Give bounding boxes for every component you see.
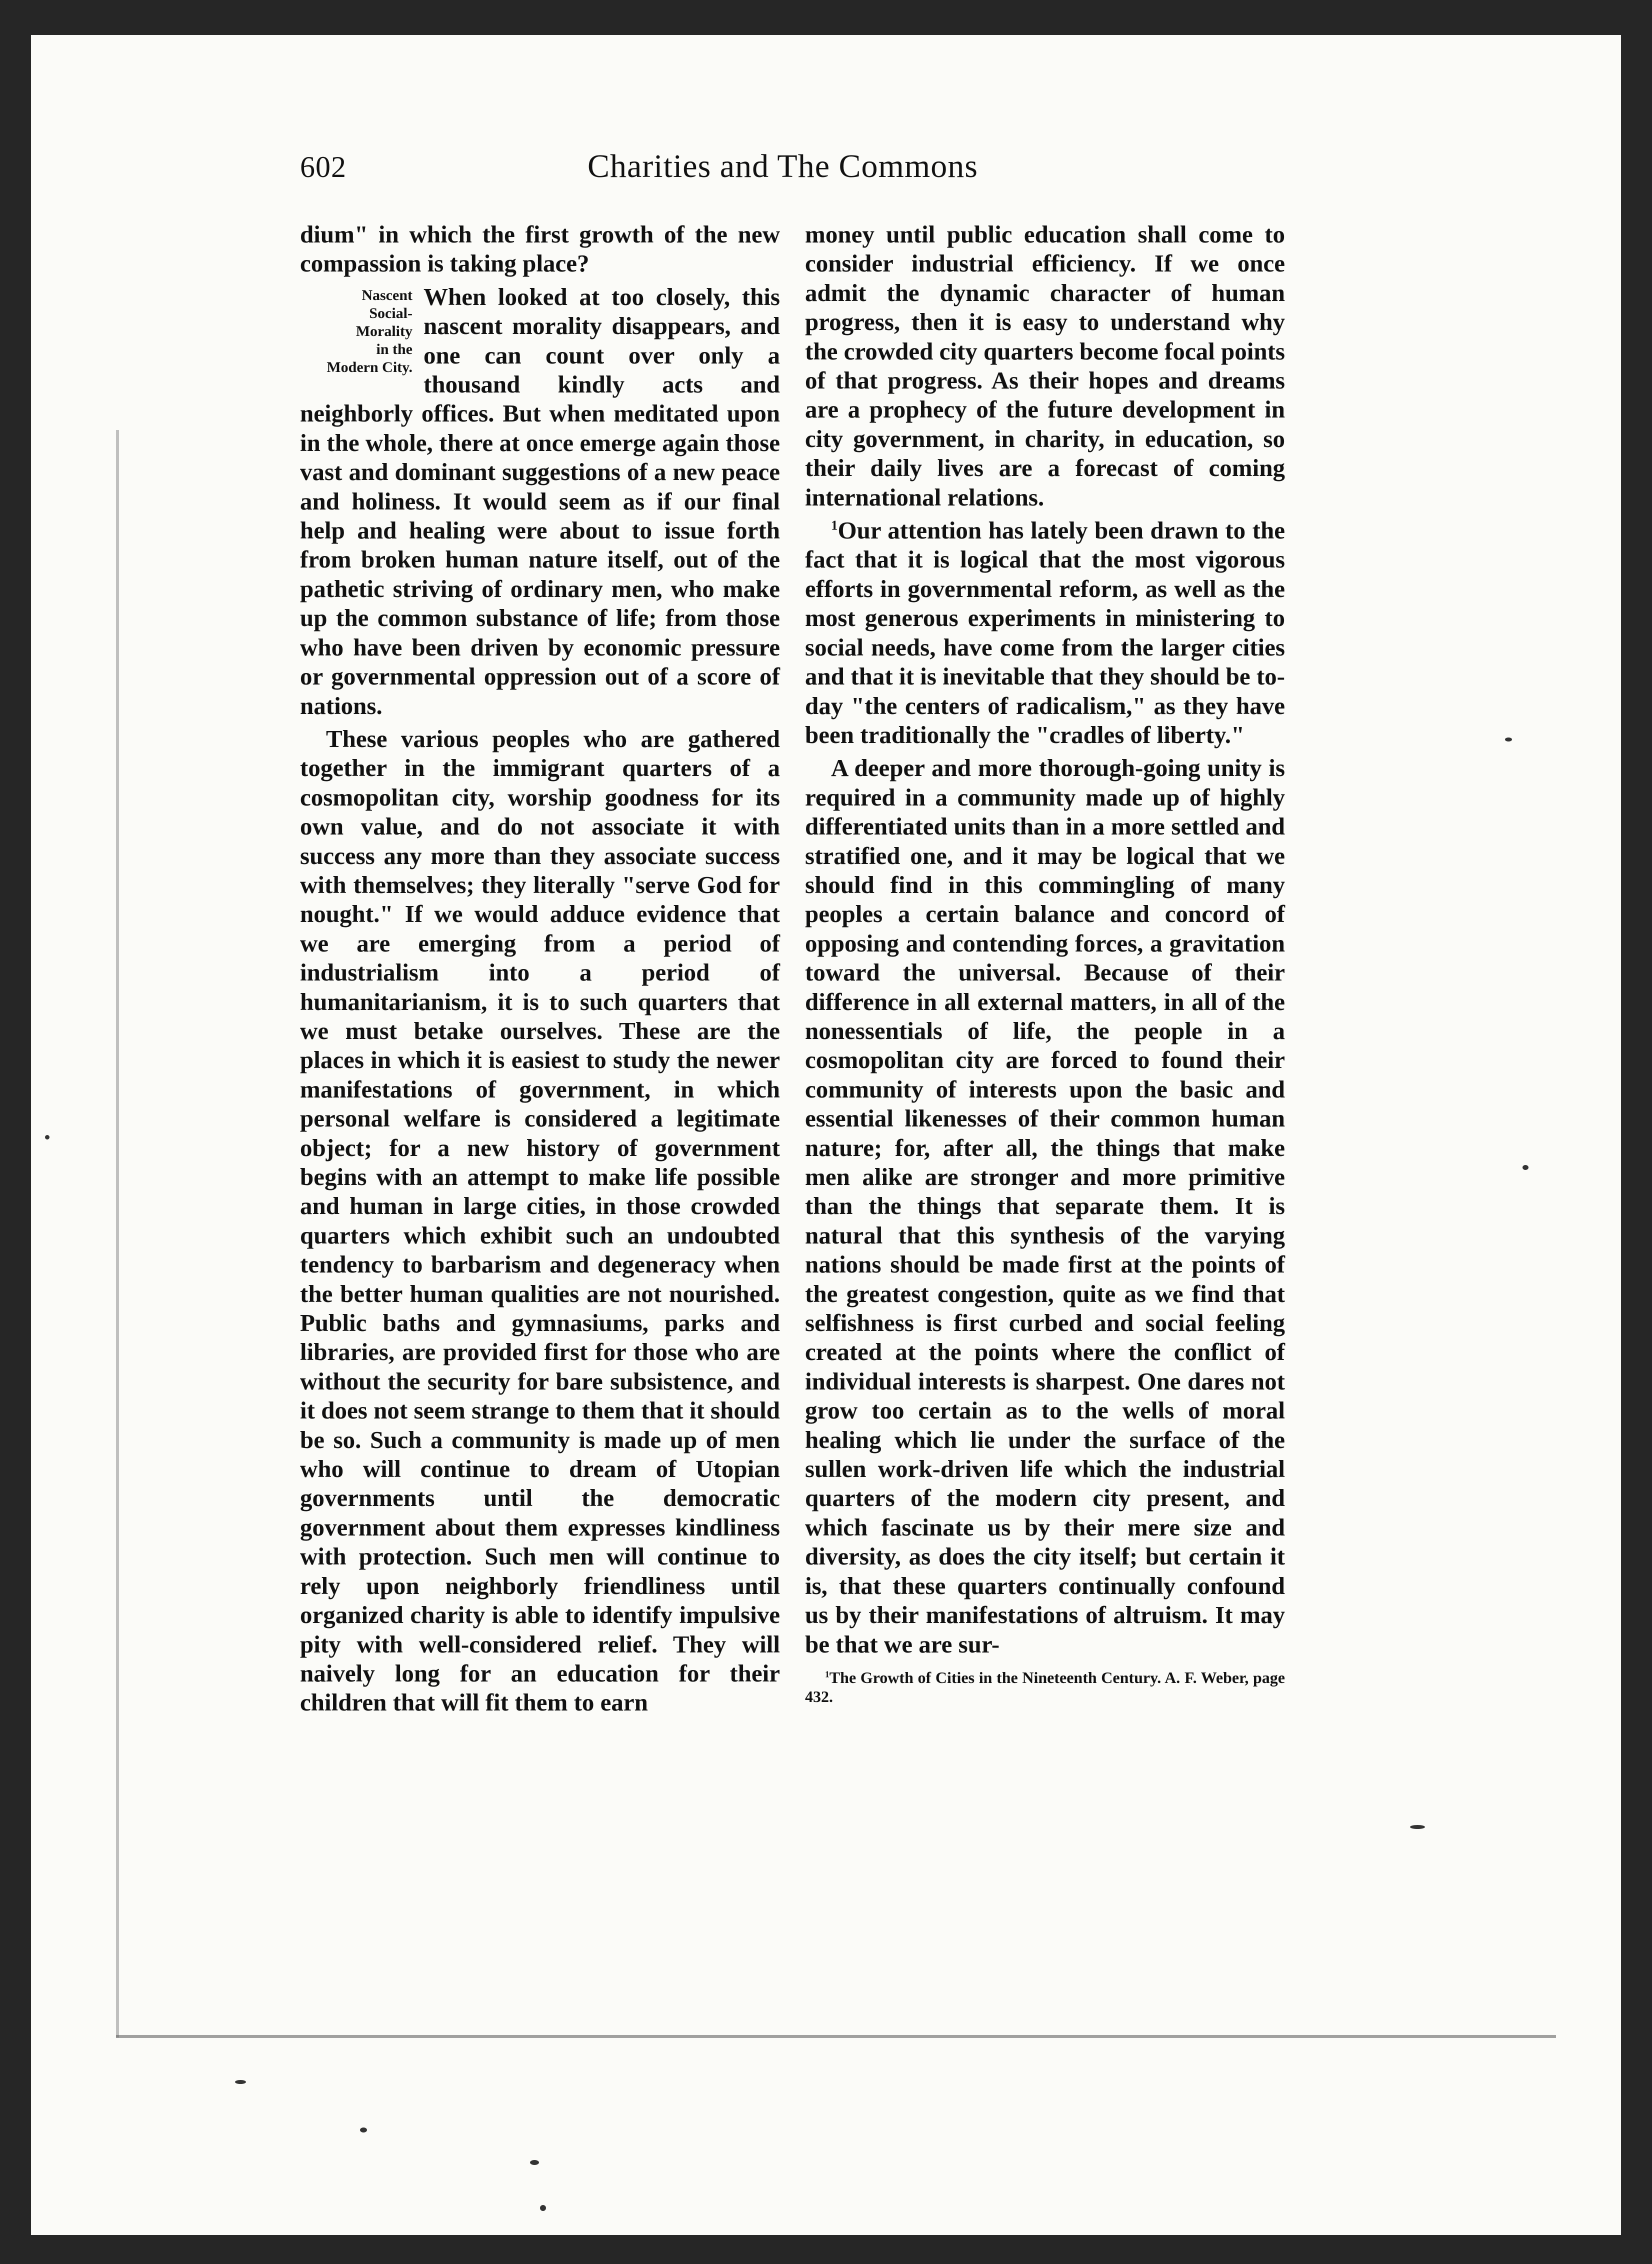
document-page: [300, 145, 1300, 2025]
scan-speck: [1522, 1165, 1528, 1170]
footnote-number: 1: [825, 1669, 830, 1680]
sidenote-line: Nascent: [362, 286, 412, 304]
left-opening-paragraph: dium" in which the first growth of the new compassion is taking place?: [300, 220, 780, 278]
right-opening-paragraph: money until public education shall come to consider industrial efficiency. If we once admit the dynamic character of human progress, then it is easy to understand why the crowded city quarters become focal points of that progress. As their hopes and dreams are a prophecy of the future development in city government, in charity, in education, so their daily lives are a forecast of coming international relations.: [805, 220, 1285, 511]
scan-speck: [540, 2205, 546, 2211]
footnote-marker: 1: [831, 518, 838, 533]
right-paragraph-2: A deeper and more thorough-going unity is required in a community made up of highly differentiated units than in a more settled and stratified one, and it may be logical that we should find in this commingling of many peoples a certain balance and concord of opposing and contending forces, a gravitation toward the universal. Because of their difference in all external matters, in all of the nonessentials of life, the people in a cosmopolitan city are forced to found their community of interests upon the basic and essential likenesses of their common human nature; for, after all, the things that make men alike are stronger and more primitive than the things that separate them. It is natural that this synthesis of the varying nations should be made first at the points of the greatest congestion, quite as we find that selfishness is first curbed and social feeling created at the points where the conflict of individual interests is sharpest. One dares not grow too certain as to the wells of moral healing which lie under the surface of the sullen work-driven life which the industrial quarters of the modern city present, and which fascinate us by their mere size and diversity, as does the city itself; but certain it is, that these quarters continually confound us by their manifestations of altruism. It may be that we are sur-: [805, 754, 1285, 1658]
sidenote-line: Modern City.: [326, 358, 412, 376]
sidenote-line: Social-: [369, 304, 412, 322]
page-header: [300, 145, 1300, 195]
scan-speck: [530, 2160, 539, 2165]
left-paragraph-1-text: When looked at too closely, this nascent morality disappears, and one can count over only a thousand kindly acts and neighborly offices. But when meditated upon in the whole, there at once emerge again those vast and dominant suggestions of a new peace and holiness. It would seem as if our final help and healing were about to issue forth from broken human nature itself, out of the pathetic striving of ordinary men, who make up the common substance of life; from those who have been driven by economic pressure or governmental oppression out of a score of nations.: [300, 282, 780, 720]
running-title: Charities and The Commons: [588, 148, 978, 184]
right-column: [805, 220, 1285, 1706]
scan-speck: [45, 1135, 50, 1140]
sidenote-line: in the: [376, 340, 412, 358]
page-number: 602: [300, 150, 346, 184]
footnote-text: The Growth of Cities in the Nineteenth Century. A. F. Weber, page 432.: [805, 1668, 1285, 1706]
page-bottom-edge: [116, 2035, 1556, 2038]
scan-speck: [235, 2080, 246, 2084]
left-paragraph-2: These various peoples who are gathered together in the immigrant quarters of a cosmopolitan city, worship goodness for its own value, and do not associate it with success any more than they associate success with themselves; they literally "serve God for nought." If we would adduce evidence that we are emerging from a period of industrialism into a period of humanitarianism, it is to such quarters that we must betake ourselves. These are the places in which it is easiest to study the newer manifestations of government, in which personal welfare is considered a legitimate object; for a new history of government begins with an attempt to make life possible and human in large cities, in those crowded quarters which exhibit such an undoubted tendency to barbarism and degeneracy when the better human qualities are not nourished. Public baths and gymnasiums, parks and libraries, are provided first for those who are without the security for bare subsistence, and it does not seem strange to them that it should be so. Such a community is made up of men who will continue to dream of Utopian governments until the democratic government about them expresses kindliness with protection. Such men will continue to rely upon neighborly friendliness until organized charity is able to identify impulsive pity with well-considered relief. They will naively long for an education for their children that will fit them to earn: [300, 724, 780, 1716]
left-paragraph-1: [300, 282, 780, 720]
page-left-edge: [116, 430, 119, 2038]
margin-sidenote: [300, 286, 412, 376]
sidenote-line: Morality: [356, 322, 412, 340]
right-paragraph-1: [805, 516, 1285, 750]
scan-speck: [1505, 738, 1512, 742]
footnote: [805, 1668, 1285, 1706]
right-paragraph-1-text: Our attention has lately been drawn to the fact that it is logical that the most vigorous efforts in governmental reform, as well as the most generous experiments in ministering to social needs, have come from the larger cities and that it is inevitable that they should be to-day "the centers of radicalism," as they have been traditionally the "cradles of liberty.": [805, 516, 1285, 748]
scan-speck: [360, 2128, 367, 2132]
scan-speck: [1410, 1825, 1425, 1829]
left-column: [300, 220, 780, 1722]
